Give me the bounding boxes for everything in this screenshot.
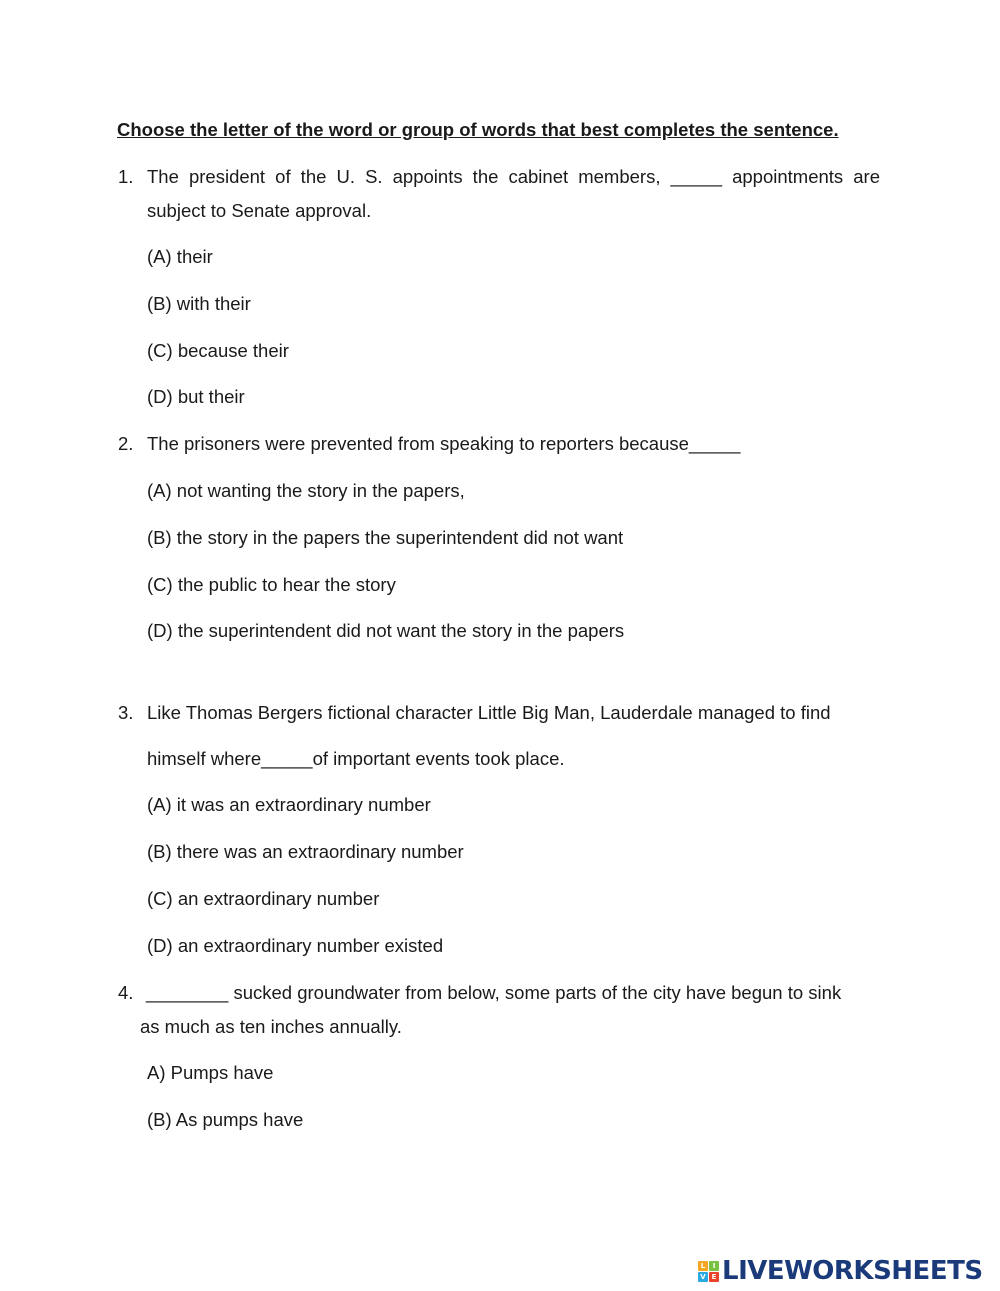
question-text-line: The president of the U. S. appoints the cabinet members, _____ appointments are bbox=[147, 166, 880, 187]
answer-option-a: (A) not wanting the story in the papers, bbox=[147, 480, 465, 501]
logo-mark-icon bbox=[698, 1261, 719, 1282]
question-number: 1. bbox=[118, 166, 134, 187]
logo-mark-letter: L bbox=[698, 1261, 708, 1271]
instructions-heading: Choose the letter of the word or group of words that best completes the sentence. bbox=[117, 119, 839, 140]
answer-option-b: (B) As pumps have bbox=[147, 1109, 304, 1130]
question-text-line: as much as ten inches annually. bbox=[140, 1016, 402, 1037]
answer-option-a: A) Pumps have bbox=[147, 1062, 274, 1083]
logo-mark-letter: E bbox=[709, 1272, 719, 1282]
answer-option-d: (D) an extraordinary number existed bbox=[147, 935, 444, 956]
liveworksheets-logo bbox=[698, 1256, 983, 1286]
question-number: 4. bbox=[118, 982, 134, 1003]
answer-option-b: (B) with their bbox=[147, 293, 251, 314]
answer-option-a: (A) their bbox=[147, 246, 213, 267]
question-text-line: subject to Senate approval. bbox=[147, 200, 372, 221]
question-number: 2. bbox=[118, 433, 134, 454]
answer-option-d: (D) the superintendent did not want the story in the papers bbox=[147, 620, 625, 641]
answer-option-b: (B) the story in the papers the superintendent did not want bbox=[147, 527, 624, 548]
logo-mark-letter: I bbox=[709, 1261, 719, 1271]
answer-option-c: (C) an extraordinary number bbox=[147, 888, 380, 909]
answer-option-c: (C) because their bbox=[147, 340, 289, 361]
answer-option-b: (B) there was an extraordinary number bbox=[147, 841, 464, 862]
answer-option-d: (D) but their bbox=[147, 386, 245, 407]
question-text-line: himself where_____of important events took place. bbox=[147, 748, 565, 769]
question-text-line: ________ sucked groundwater from below, some parts of the city have begun to sink bbox=[146, 982, 842, 1003]
answer-option-a: (A) it was an extraordinary number bbox=[147, 794, 431, 815]
question-text-line: Like Thomas Bergers fictional character Little Big Man, Lauderdale managed to find bbox=[147, 702, 831, 723]
question-number: 3. bbox=[118, 702, 134, 723]
logo-mark-letter: V bbox=[698, 1272, 708, 1282]
question-text-line: The prisoners were prevented from speaking to reporters because_____ bbox=[147, 433, 741, 454]
logo-text: LIVEWORKSHEETS bbox=[722, 1256, 983, 1286]
answer-option-c: (C) the public to hear the story bbox=[147, 574, 396, 595]
